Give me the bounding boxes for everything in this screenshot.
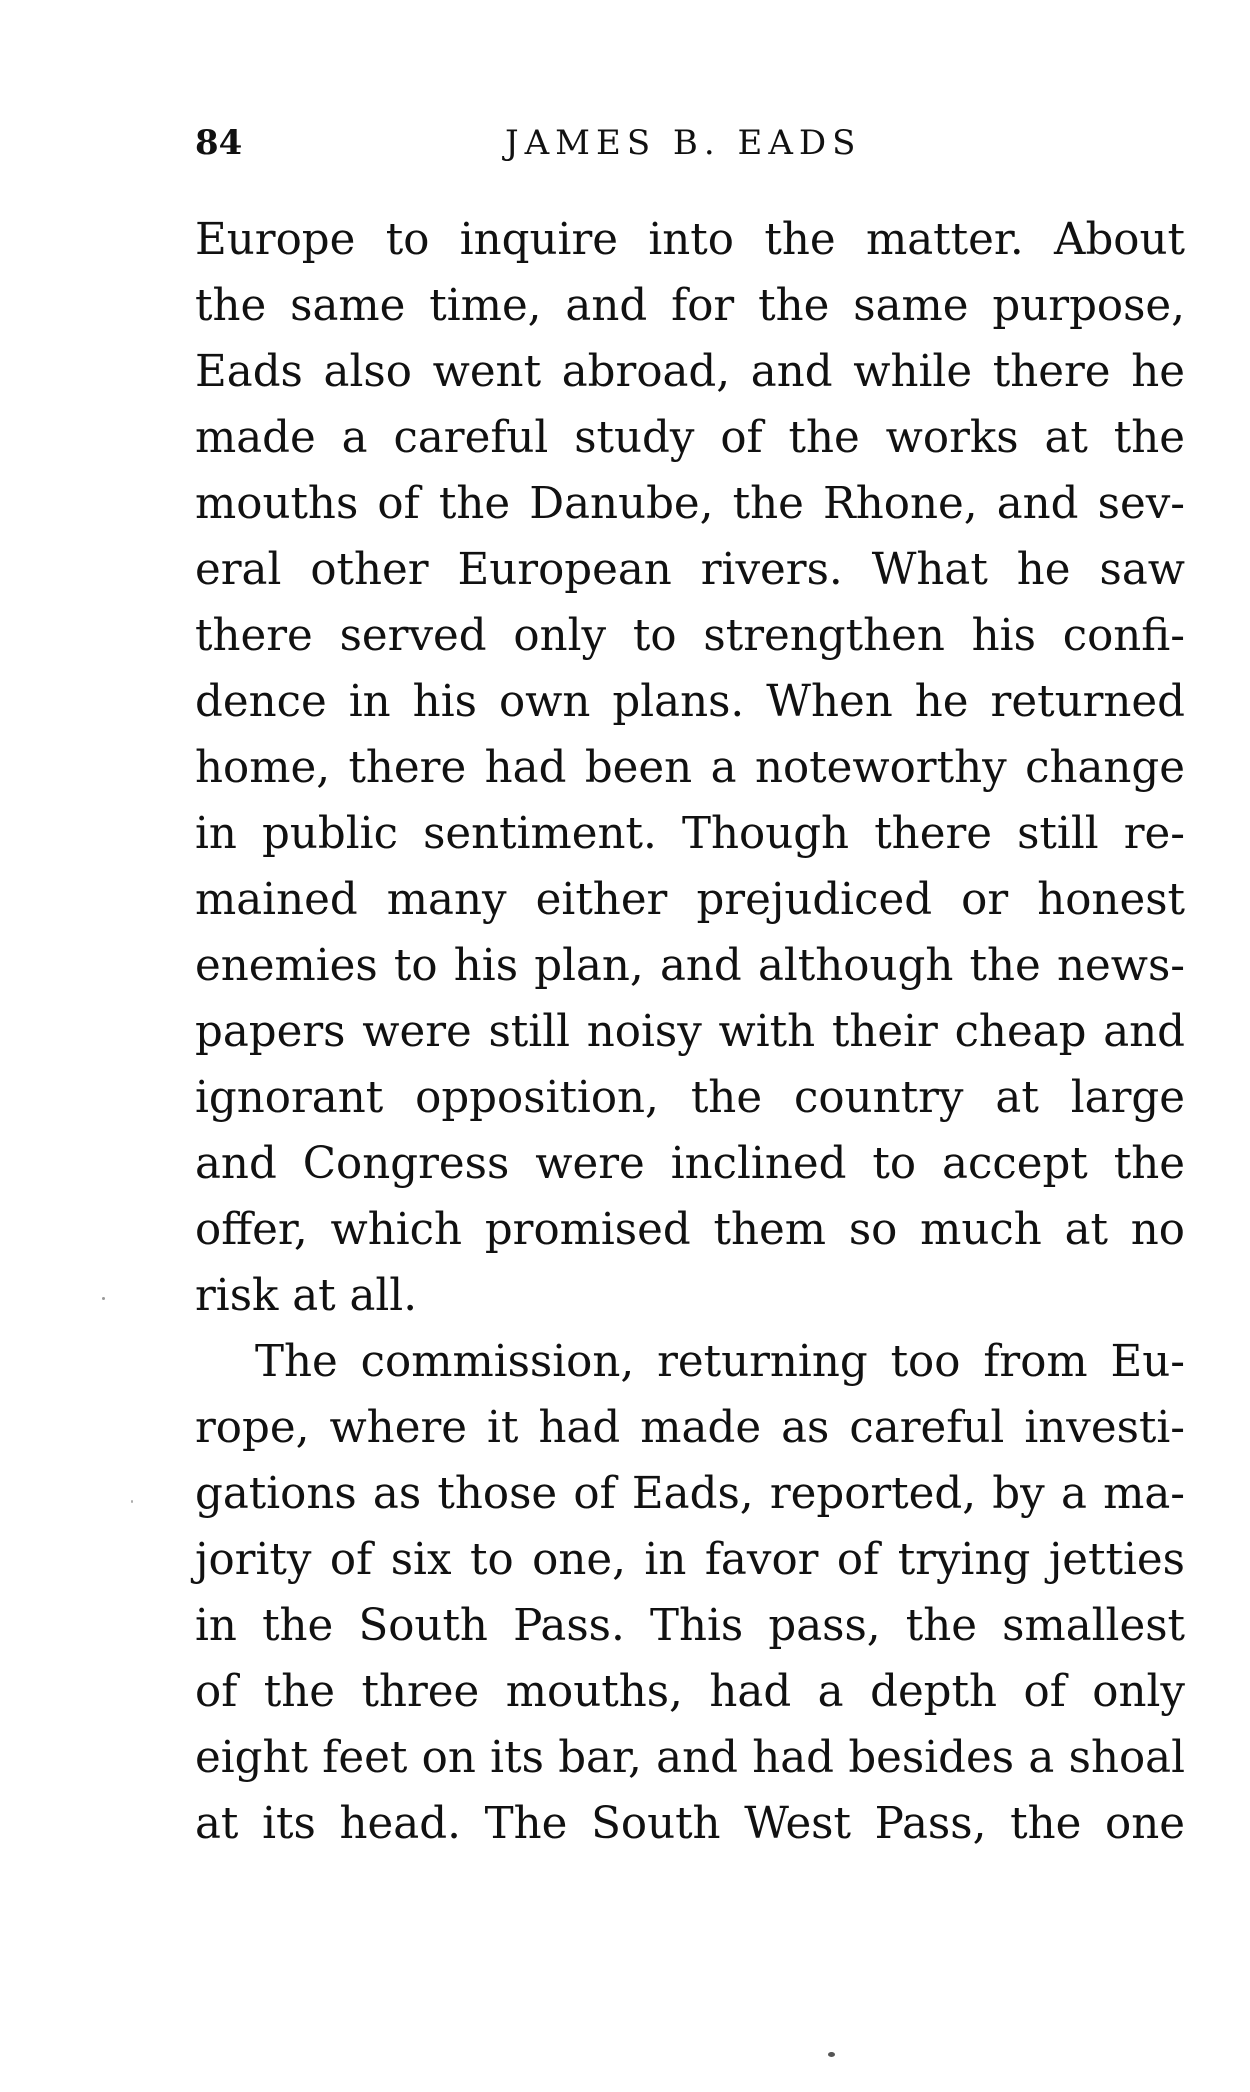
text-line: the same time, and for the same purpose, <box>195 281 1185 331</box>
text-line-paragraph-start: The commission, returning too from Eu- <box>255 1337 1185 1387</box>
text-line: Eads also went abroad, and while there he <box>195 347 1185 397</box>
paper-speck <box>131 1500 133 1503</box>
paper-speck <box>102 1297 105 1300</box>
text-line: offer, which promised them so much at no <box>195 1205 1185 1255</box>
text-line: ignorant opposition, the country at large <box>195 1073 1185 1123</box>
page-number: 84 <box>195 123 243 163</box>
text-line: mained many either prejudiced or honest <box>195 875 1185 925</box>
text-line: enemies to his plan, and although the news- <box>195 941 1185 991</box>
text-line: in the South Pass. This pass, the smallest <box>195 1601 1185 1651</box>
text-line: dence in his own plans. When he returned <box>195 677 1185 727</box>
text-line: in public sentiment. Though there still re- <box>195 809 1185 859</box>
text-line: made a careful study of the works at the <box>195 413 1185 463</box>
text-line: Europe to inquire into the matter. About <box>195 215 1185 265</box>
text-line: eral other European rivers. What he saw <box>195 545 1185 595</box>
text-line: gations as those of Eads, reported, by a ma- <box>195 1469 1185 1519</box>
body-text <box>195 207 1185 1857</box>
text-line: eight feet on its bar, and had besides a shoal <box>195 1733 1185 1783</box>
text-line: there served only to strengthen his confi- <box>195 611 1185 661</box>
text-line: home, there had been a noteworthy change <box>195 743 1185 793</box>
text-line: mouths of the Danube, the Rhone, and sev- <box>195 479 1185 529</box>
text-line: rope, where it had made as careful investi- <box>195 1403 1185 1453</box>
text-line-paragraph-end: risk at all. <box>195 1271 418 1321</box>
text-line: and Congress were inclined to accept the <box>195 1139 1185 1189</box>
text-line: jority of six to one, in favor of trying jetties <box>195 1535 1185 1585</box>
text-line: papers were still noisy with their cheap and <box>195 1007 1185 1057</box>
page-header <box>195 123 1185 186</box>
text-line: of the three mouths, had a depth of only <box>195 1667 1185 1717</box>
text-line: at its head. The South West Pass, the one <box>195 1799 1185 1849</box>
paper-speck <box>828 2052 835 2057</box>
running-head: JAMES B. EADS <box>505 123 862 163</box>
